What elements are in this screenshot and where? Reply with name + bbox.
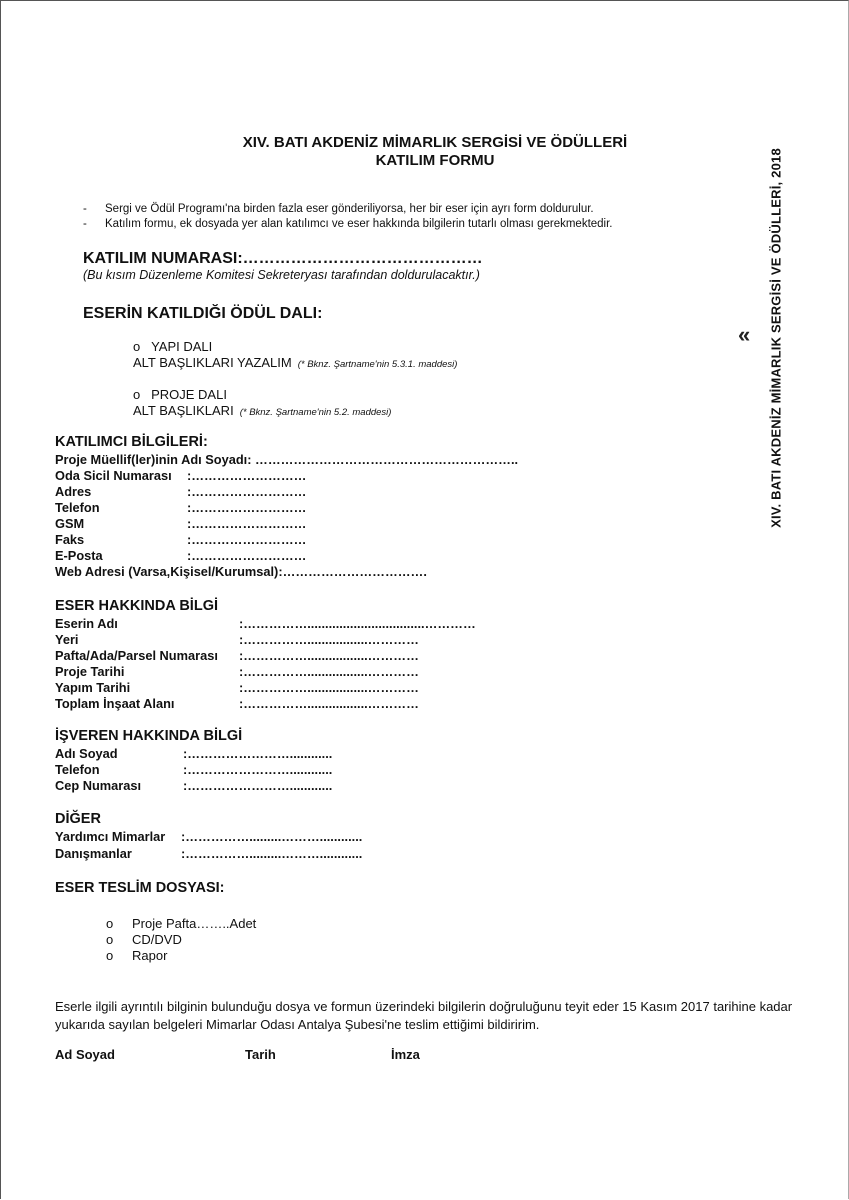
field-adres[interactable]: Adres :……………………… [55,484,307,499]
field-web[interactable]: Web Adresi (Varsa,Kişisel/Kurumsal):……………………………. [55,564,427,579]
field-proje-tarihi[interactable]: Proje Tarihi :…………….................………… [55,664,419,679]
signature-name-label: Ad Soyad [55,1047,115,1062]
field-oda-sicil[interactable]: Oda Sicil Numarası :……………………… [55,468,307,483]
form-subtitle: KATILIM FORMU [375,152,495,169]
delivery-item-cd[interactable]: o CD/DVD [106,932,182,947]
delivery-item-rapor[interactable]: o Rapor [106,948,168,963]
note-2: - Katılım formu, ek dosyada yer alan katılımcı ve eser hakkında bilgilerin tutarlı olması gerekmektedir. [83,218,613,230]
category-heading: ESERİN KATILDIĞI ÖDÜL DALI: [83,305,323,322]
note-1: - Sergi ve Ödül Programı'na birden fazla eser gönderiliyorsa, her bir eser için ayrı form doldurulur. [83,203,594,215]
owner-field[interactable]: Proje Müellif(ler)inin Adı Soyadı: …………………………………………………….. [55,452,519,467]
declaration-text: Eserle ilgili ayrıntılı bilginin bulunduğu dosya ve formun üzerindeki bilgilerin doğruluğunu teyit eder 15 Kasım 2017 tarihine kadar yukarıda sayılan belgeleri Mimarlar Odası Antalya Şubesi'ne teslim ettiğimi bildiririm. [55,999,793,1032]
field-eserin-adi[interactable]: Eserin Adı :…………….................................………… [55,616,476,631]
option-name: YAPI DALI [151,339,213,354]
participation-number-field[interactable]: KATILIM NUMARASI:……………………………………… [83,250,483,267]
signature-date-label: Tarih [245,1047,276,1062]
option-yapi-dali[interactable] [133,339,212,354]
field-telefon[interactable]: Telefon :……………………… [55,500,307,515]
delivery-heading: ESER TESLİM DOSYASI: [55,880,225,896]
chevron-left-icon: « [738,322,751,347]
field-employer-phone[interactable]: Telefon :……………………............ [55,762,333,777]
option-proje-dali[interactable] [133,387,227,402]
work-heading: ESER HAKKINDA BİLGİ [55,598,218,614]
field-gsm[interactable]: GSM :……………………… [55,516,307,531]
field-consultants[interactable]: Danışmanlar :…………….........………............ [55,846,363,861]
vertical-title: XIV. BATI AKDENİZ MİMARLIK SERGİSİ VE ÖDÜLLERİ, 2018 [768,148,784,528]
field-insaat-alani[interactable]: Toplam İnşaat Alanı :…………….................………… [55,696,419,711]
option-bullet: o [133,387,141,402]
field-employer-mobile[interactable]: Cep Numarası :……………………............ [55,778,333,793]
other-heading: DİĞER [55,811,101,827]
field-faks[interactable]: Faks :……………………… [55,532,307,547]
option-ref: (* Bknz. Şartname'nin 5.2. maddesi) [239,407,392,418]
signature-sign-label: İmza [391,1047,420,1062]
field-pafta[interactable]: Pafta/Ada/Parsel Numarası :…………….................………… [55,648,419,663]
field-yeri[interactable]: Yeri :…………….................………… [55,632,419,647]
field-yapim-tarihi[interactable]: Yapım Tarihi :…………….................………… [55,680,419,695]
form-title: XIV. BATI AKDENİZ MİMARLIK SERGİSİ VE ÖDÜLLERİ [242,134,628,151]
delivery-item-pafta[interactable]: o Proje Pafta……..Adet [106,916,257,931]
employer-heading: İŞVEREN HAKKINDA BİLGİ [55,728,243,744]
option-yapi-sub: ALT BAŞLIKLARI YAZALIM (* Bknz. Şartname'nin 5.3.1. maddesi) [133,355,458,370]
option-proje-sub: ALT BAŞLIKLARI (* Bknz. Şartname'nin 5.2. maddesi) [133,403,392,418]
field-employer-name[interactable]: Adı Soyad :……………………............ [55,746,333,761]
field-eposta[interactable]: E-Posta :……………………… [55,548,307,563]
option-ref: (* Bknz. Şartname'nin 5.3.1. maddesi) [297,359,458,370]
option-name: PROJE DALI [151,387,227,402]
participant-heading: KATILIMCI BİLGİLERİ: [55,434,208,450]
field-assistant-architects[interactable]: Yardımcı Mimarlar :…………….........………............ [55,829,363,844]
option-bullet: o [133,339,141,354]
participation-note: (Bu kısım Düzenleme Komitesi Sekreteryası tarafından doldurulacaktır.) [83,268,480,282]
